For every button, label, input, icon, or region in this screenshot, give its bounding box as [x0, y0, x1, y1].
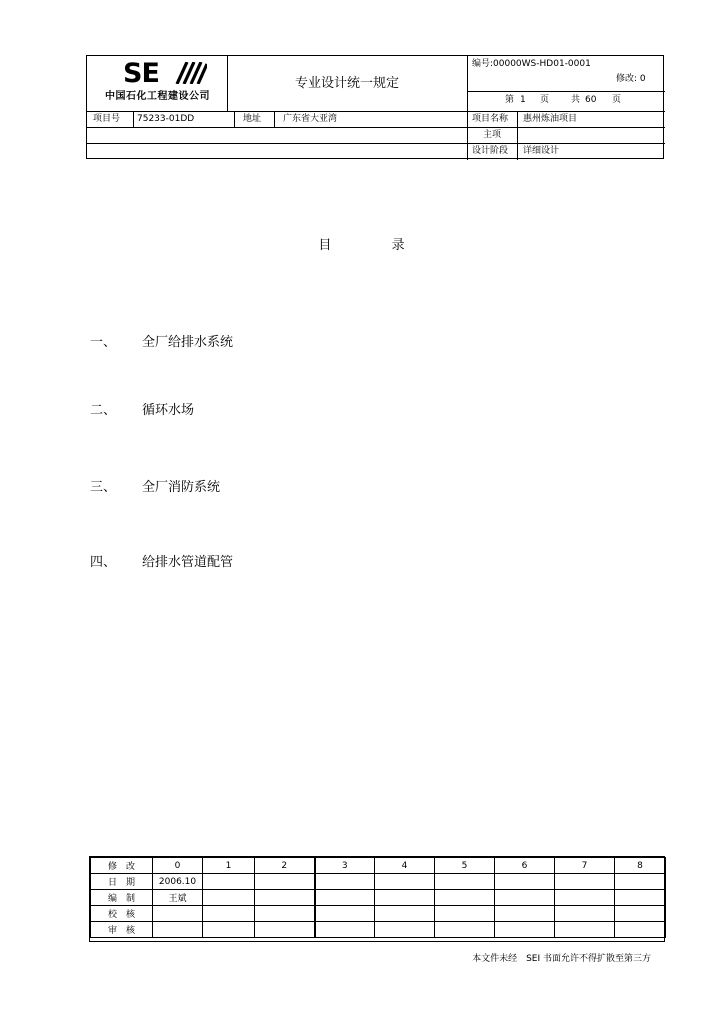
approved-cell: [153, 922, 203, 938]
page-label-suffix: 页: [540, 95, 550, 105]
toc-item-text: 循环水场: [142, 403, 195, 418]
confidentiality-notice: 本文件未经 SEI 书面允许不得扩散至第三方: [472, 954, 651, 964]
prepared-cell: [315, 890, 375, 906]
prepared-row: [91, 890, 666, 906]
approved-cell: [435, 922, 495, 938]
toc-heading-right: 录: [391, 238, 405, 253]
toc-item[interactable]: [90, 331, 233, 350]
logo-slashes-icon: [173, 62, 207, 84]
project-number-label: 项目号: [93, 114, 121, 124]
revision-number: 修改: 0: [616, 74, 646, 84]
toc-item[interactable]: [90, 476, 220, 495]
toc-item-number: 四、: [90, 555, 117, 570]
date-cell: [555, 874, 615, 890]
date-cell: [375, 874, 435, 890]
divider: [517, 111, 518, 160]
divider: [467, 56, 468, 160]
divider: [467, 91, 665, 92]
prepared-cell: [435, 890, 495, 906]
approved-cell: [555, 922, 615, 938]
prepared-cell: [375, 890, 435, 906]
total-label-prefix: 共: [571, 95, 581, 105]
checked-cell: [315, 906, 375, 922]
divider: [274, 111, 275, 127]
toc-item-number: 一、: [90, 335, 117, 350]
row-label: 编 制: [91, 890, 153, 906]
approved-row: [91, 922, 666, 938]
prepared-cell: [615, 890, 666, 906]
total-label-suffix: 页: [612, 95, 622, 105]
address-value: 广东省大亚湾: [283, 114, 338, 124]
row-label: 修 改: [91, 858, 153, 874]
divider: [87, 127, 665, 128]
project-number: 75233-01DD: [137, 114, 195, 124]
main-item-label: 主项: [483, 130, 502, 140]
prepared-cell: [203, 890, 255, 906]
checked-row: [91, 906, 666, 922]
row-label: 日 期: [91, 874, 153, 890]
date-cell: 2006.10: [153, 874, 203, 890]
toc-item-number: 三、: [90, 480, 117, 495]
revision-number-cell: 0: [153, 858, 203, 874]
revision-number-cell: 1: [203, 858, 255, 874]
checked-cell: [495, 906, 555, 922]
checked-cell: [435, 906, 495, 922]
date-row: [91, 874, 666, 890]
date-cell: [315, 874, 375, 890]
approved-cell: [495, 922, 555, 938]
total-pages: 60: [585, 95, 597, 105]
revision-number-cell: 3: [315, 858, 375, 874]
prepared-cell: [255, 890, 315, 906]
checked-cell: [153, 906, 203, 922]
toc-item-text: 全厂消防系统: [142, 480, 221, 495]
document-number: 编号:00000WS-HD01-0001: [472, 59, 591, 69]
approved-cell: [615, 922, 666, 938]
divider: [87, 111, 665, 112]
revision-number-cell: 2: [255, 858, 315, 874]
design-stage-label: 设计阶段: [472, 146, 509, 156]
title-block: [86, 55, 664, 159]
date-cell: [435, 874, 495, 890]
company-name: 中国石化工程建设公司: [105, 91, 210, 102]
divider: [87, 143, 665, 144]
logo-mark: SE: [123, 58, 159, 89]
toc-item-text: 全厂给排水系统: [142, 335, 234, 350]
date-cell: [255, 874, 315, 890]
checked-cell: [375, 906, 435, 922]
toc-item-text: 给排水管道配管: [142, 555, 234, 570]
approved-cell: [375, 922, 435, 938]
date-cell: [495, 874, 555, 890]
approved-cell: [255, 922, 315, 938]
checked-cell: [615, 906, 666, 922]
design-stage: 详细设计: [523, 146, 560, 156]
prepared-cell: [555, 890, 615, 906]
revision-number-cell: 7: [555, 858, 615, 874]
toc-item[interactable]: [90, 399, 194, 418]
row-label: 审 核: [91, 922, 153, 938]
toc-item-number: 二、: [90, 403, 117, 418]
address-label: 地址: [243, 114, 262, 124]
toc-heading-left: 目: [318, 238, 332, 253]
page-label-prefix: 第: [505, 95, 515, 105]
revision-number-cell: 5: [435, 858, 495, 874]
date-cell: [203, 874, 255, 890]
page-number: 1: [520, 95, 526, 105]
approved-cell: [315, 922, 375, 938]
toc-item[interactable]: [90, 551, 233, 570]
project-name: 惠州炼油项目: [523, 114, 578, 124]
prepared-cell: 王斌: [153, 890, 203, 906]
prepared-cell: [495, 890, 555, 906]
divider: [133, 111, 134, 127]
revision-row: [91, 858, 666, 874]
checked-cell: [255, 906, 315, 922]
approved-cell: [203, 922, 255, 938]
divider: [234, 111, 235, 127]
revision-number-cell: 8: [615, 858, 666, 874]
checked-cell: [203, 906, 255, 922]
toc-heading: [0, 234, 723, 253]
document-title: 专业设计统一规定: [294, 76, 399, 91]
checked-cell: [555, 906, 615, 922]
revision-table: [90, 857, 666, 938]
project-name-label: 项目名称: [472, 114, 509, 124]
revision-number-cell: 6: [495, 858, 555, 874]
revision-number-cell: 4: [375, 858, 435, 874]
date-cell: [615, 874, 666, 890]
row-label: 校 核: [91, 906, 153, 922]
